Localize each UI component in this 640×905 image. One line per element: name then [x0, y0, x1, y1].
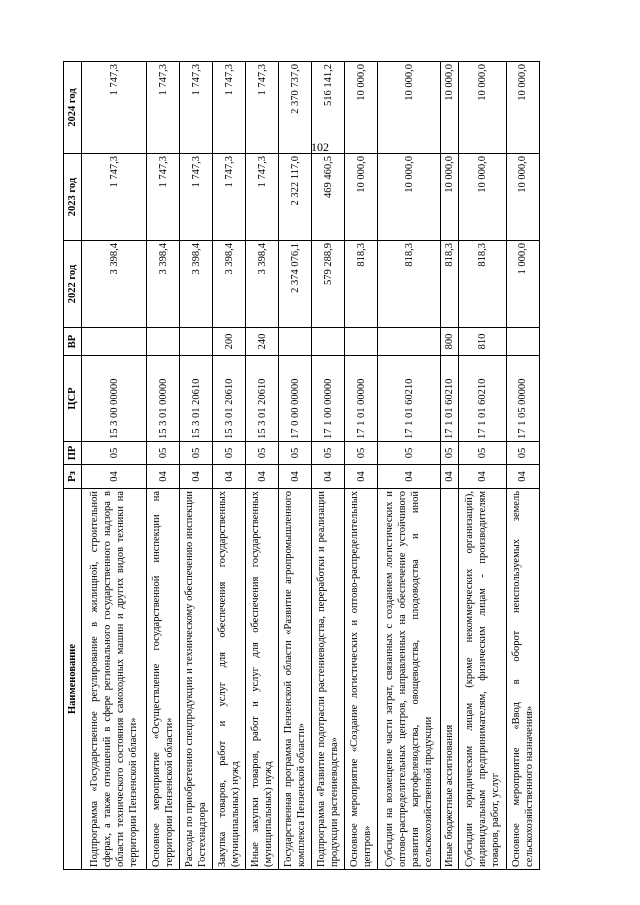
row-name: Иные закупки товаров, работ и услуг для обеспечения государственных (муниципальных) нужд: [246, 489, 279, 870]
row-2024: 1 747,3: [147, 62, 180, 154]
row-vr: 200: [213, 328, 246, 356]
row-pr: 05: [378, 442, 441, 465]
row-2022: 579 288,9: [312, 241, 345, 328]
row-csr: 15 3 01 20610: [180, 356, 213, 442]
row-rz: 04: [345, 465, 378, 489]
row-vr: [279, 328, 312, 356]
row-csr: 17 1 01 60210: [378, 356, 441, 442]
row-vr: [378, 328, 441, 356]
row-2022: 2 374 076,1: [279, 241, 312, 328]
row-pr: 05: [147, 442, 180, 465]
row-pr: 05: [279, 442, 312, 465]
row-2024: 516 141,2: [312, 62, 345, 154]
row-2024: 10 000,0: [345, 62, 378, 154]
row-2022: 818,3: [345, 241, 378, 328]
row-2023: 1 747,3: [82, 154, 147, 241]
row-vr: [312, 328, 345, 356]
row-vr: [180, 328, 213, 356]
row-2024: 1 747,3: [246, 62, 279, 154]
row-name: Основное мероприятие «Ввод в оборот неиспользуемых земель сельскохозяйственного назначения»: [506, 489, 539, 870]
row-vr: [345, 328, 378, 356]
row-2023: 1 747,3: [147, 154, 180, 241]
table-row: [82, 62, 147, 870]
table-row: [279, 62, 312, 870]
header-rz: Рз: [64, 465, 82, 489]
table-row: [246, 62, 279, 870]
row-2024: 10 000,0: [378, 62, 441, 154]
row-2022: 818,3: [440, 241, 458, 328]
row-2022: 818,3: [378, 241, 441, 328]
page-number: 102: [311, 140, 329, 154]
header-csr: ЦСР: [64, 356, 82, 442]
row-pr: 05: [180, 442, 213, 465]
row-2022: 3 398,4: [180, 241, 213, 328]
budget-table-frame: [63, 62, 540, 870]
row-csr: 15 3 01 20610: [246, 356, 279, 442]
row-name: Закупка товаров, работ и услуг для обеспечения государственных (муниципальных) нужд: [213, 489, 246, 870]
row-pr: 05: [440, 442, 458, 465]
table-row: [213, 62, 246, 870]
row-rz: 04: [378, 465, 441, 489]
row-pr: 05: [345, 442, 378, 465]
table-row: [440, 62, 458, 870]
row-pr: 05: [82, 442, 147, 465]
row-csr: 17 1 01 60210: [459, 356, 507, 442]
header-pr: ПР: [64, 442, 82, 465]
row-2022: 3 398,4: [82, 241, 147, 328]
row-pr: 05: [506, 442, 539, 465]
row-2023: 10 000,0: [459, 154, 507, 241]
row-2023: 10 000,0: [345, 154, 378, 241]
table-header-row: [64, 62, 82, 870]
table-row: [180, 62, 213, 870]
row-2024: 1 747,3: [180, 62, 213, 154]
header-name: Наименование: [64, 489, 82, 870]
row-2023: 10 000,0: [378, 154, 441, 241]
header-vr: ВР: [64, 328, 82, 356]
row-name: Субсидии юридическим лицам (кроме некоммерческих организаций), индивидуальным предпринимателям, физическим лицам - производителям товаров, работ, услуг: [459, 489, 507, 870]
row-2023: 2 322 117,0: [279, 154, 312, 241]
row-csr: 17 1 05 00000: [506, 356, 539, 442]
row-pr: 05: [213, 442, 246, 465]
row-rz: 04: [147, 465, 180, 489]
row-pr: 05: [312, 442, 345, 465]
row-name: Основное мероприятие «Создание логистических и оптово-распределительных центров»: [345, 489, 378, 870]
row-csr: 17 1 00 00000: [312, 356, 345, 442]
row-vr: [147, 328, 180, 356]
row-2023: 1 747,3: [180, 154, 213, 241]
row-vr: [506, 328, 539, 356]
row-csr: 17 1 01 60210: [440, 356, 458, 442]
table-row: [459, 62, 507, 870]
row-name: Подпрограмма «Развитие подотрасли растениеводства, переработки и реализации продукции растениеводства»: [312, 489, 345, 870]
row-rz: 04: [440, 465, 458, 489]
row-name: Расходы по приобретению спецпродукции и техническому обеспечению инспекции Гостехнадзора: [180, 489, 213, 870]
row-csr: 17 0 00 00000: [279, 356, 312, 442]
row-rz: 04: [180, 465, 213, 489]
row-2022: 818,3: [459, 241, 507, 328]
budget-table: [63, 61, 540, 870]
row-vr: 800: [440, 328, 458, 356]
row-csr: 15 3 01 20610: [213, 356, 246, 442]
header-2022: 2022 год: [64, 241, 82, 328]
row-name: Подпрограмма «Государственное регулирование в жилищной, строительной сферах, а также отношений в сфере регионального государственного надзора в области технического состояния самоходных машин и других видов техники на территории Пензенской области»: [82, 489, 147, 870]
row-vr: 240: [246, 328, 279, 356]
row-2023: 10 000,0: [506, 154, 539, 241]
row-name: Субсидии на возмещение части затрат, связанных с созданием логистических и оптово-распределительных центров, направленных на обеспечение устойчивого развития картофелеводства, овощеводства, плодоводства и иной сельскохозяйственной продукции: [378, 489, 441, 870]
row-pr: 05: [246, 442, 279, 465]
row-rz: 04: [459, 465, 507, 489]
row-2024: 1 747,3: [82, 62, 147, 154]
row-pr: 05: [459, 442, 507, 465]
row-2022: 3 398,4: [213, 241, 246, 328]
table-row: [345, 62, 378, 870]
row-2023: 469 460,5: [312, 154, 345, 241]
row-2024: 1 747,3: [213, 62, 246, 154]
table-row: [378, 62, 441, 870]
row-name: Основное мероприятие «Осуществление государственной инспекции на территории Пензенской области»: [147, 489, 180, 870]
row-rz: 04: [213, 465, 246, 489]
row-2024: 10 000,0: [440, 62, 458, 154]
header-2023: 2023 год: [64, 154, 82, 241]
row-vr: [82, 328, 147, 356]
row-2024: 10 000,0: [459, 62, 507, 154]
table-row: [147, 62, 180, 870]
row-rz: 04: [279, 465, 312, 489]
row-2024: 2 370 737,0: [279, 62, 312, 154]
row-2023: 1 747,3: [246, 154, 279, 241]
row-2022: 3 398,4: [147, 241, 180, 328]
row-rz: 04: [506, 465, 539, 489]
row-2023: 1 747,3: [213, 154, 246, 241]
row-2022: 3 398,4: [246, 241, 279, 328]
row-rz: 04: [312, 465, 345, 489]
table-row: [312, 62, 345, 870]
row-rz: 04: [82, 465, 147, 489]
row-2023: 10 000,0: [440, 154, 458, 241]
table-row: [506, 62, 539, 870]
row-vr: 810: [459, 328, 507, 356]
row-name: Государственная программа Пензенской области «Развитие агропромышленного комплекса Пензенской области»: [279, 489, 312, 870]
row-csr: 15 3 00 00000: [82, 356, 147, 442]
row-2022: 1 000,0: [506, 241, 539, 328]
row-2024: 10 000,0: [506, 62, 539, 154]
row-csr: 15 3 01 00000: [147, 356, 180, 442]
row-rz: 04: [246, 465, 279, 489]
header-2024: 2024 год: [64, 62, 82, 154]
row-name: Иные бюджетные ассигнования: [440, 489, 458, 870]
row-csr: 17 1 01 00000: [345, 356, 378, 442]
